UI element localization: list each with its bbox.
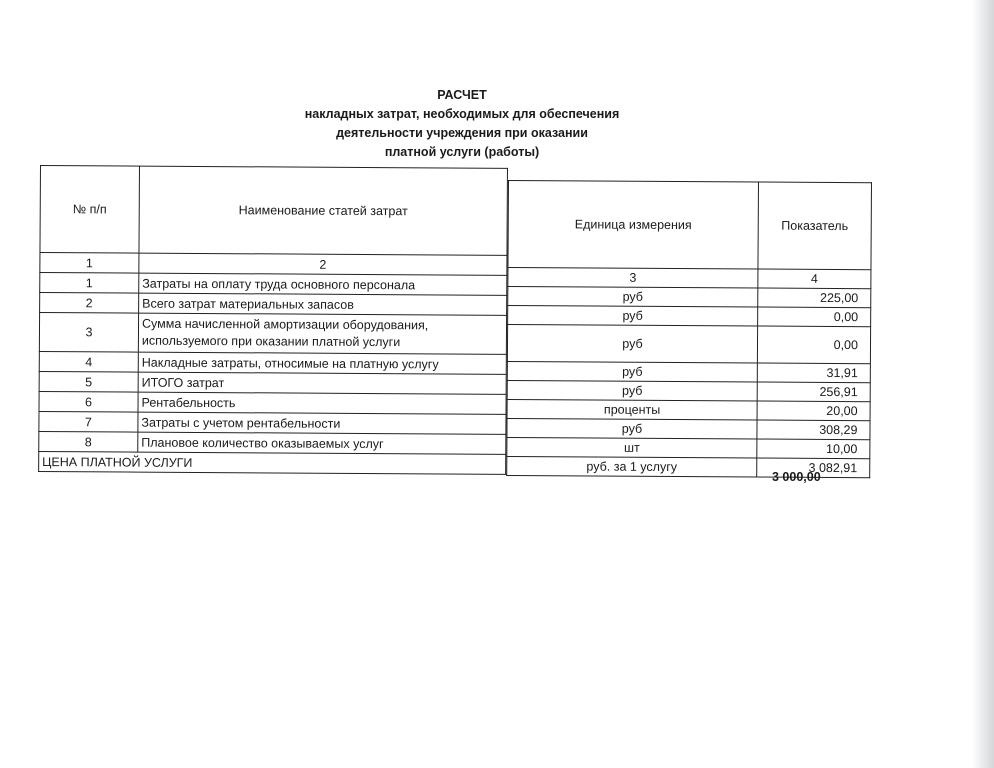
row-num: 1 [40,273,139,294]
document-title [262,86,662,162]
row-name: Рентабельность [138,392,506,414]
row-num: 5 [39,371,138,392]
header-unit: Единица измерения [508,181,759,270]
cost-table-right [506,180,872,478]
scan-edge [972,0,994,768]
rounded-total: 3 000,00 [772,470,821,484]
row-name: ИТОГО затрат [138,372,506,394]
header-value: Показатель [758,182,872,270]
row-num: 6 [39,391,138,412]
row-value: 225,00 [758,288,871,308]
row-name: Затраты с учетом рентабельности [138,412,506,434]
row-name-line: Сумма начисленной амортизации оборудования, [141,316,429,333]
row-unit: руб [507,418,757,439]
col-number: 2 [139,253,507,275]
title-line: РАСЧЕТ [437,88,487,102]
row-num: 8 [39,431,138,452]
row-name: Затраты на оплату труда основного персонала [139,273,507,295]
row-unit: руб [507,325,757,364]
row-name: Накладные затраты, относимые на платную услугу [138,352,506,374]
header-name: Наименование статей затрат [139,166,508,255]
row-name [138,313,506,354]
price-unit: руб. за 1 услугу [507,456,757,477]
title-line: платной услуги (работы) [384,145,540,159]
row-value: 31,91 [757,363,870,383]
title-line: деятельности учреждения при оказании [336,126,588,140]
row-value: 256,91 [757,382,870,402]
row-name: Всего затрат материальных запасов [139,293,507,315]
row-name: Плановое количество оказываемых услуг [138,432,506,454]
row-unit: проценты [507,399,757,420]
row-value: 308,29 [757,420,870,440]
row-value: 0,00 [758,307,871,327]
col-number: 3 [508,268,758,289]
price-value: 3 082,91 [757,458,870,478]
row-value: 20,00 [757,401,870,421]
price-label: ЦЕНА ПЛАТНОЙ УСЛУГИ [39,451,506,474]
col-number: 1 [40,253,139,274]
col-number: 4 [758,269,871,289]
row-unit: руб [507,361,757,382]
row-name-line: используемого при оказании платной услуги [141,333,401,350]
row-unit: руб [507,380,757,401]
title-line: накладных затрат, необходимых для обеспечения [304,107,620,121]
row-num: 4 [39,351,138,372]
row-num: 2 [40,293,139,314]
row-value: 10,00 [757,439,870,459]
row-unit: шт [507,437,757,458]
row-unit: руб [508,287,758,308]
row-num: 3 [39,313,138,353]
header-num: № п/п [40,166,140,254]
cost-table-left [38,165,508,475]
row-value: 0,00 [757,326,870,364]
row-unit: руб [508,306,758,327]
row-num: 7 [39,411,138,432]
